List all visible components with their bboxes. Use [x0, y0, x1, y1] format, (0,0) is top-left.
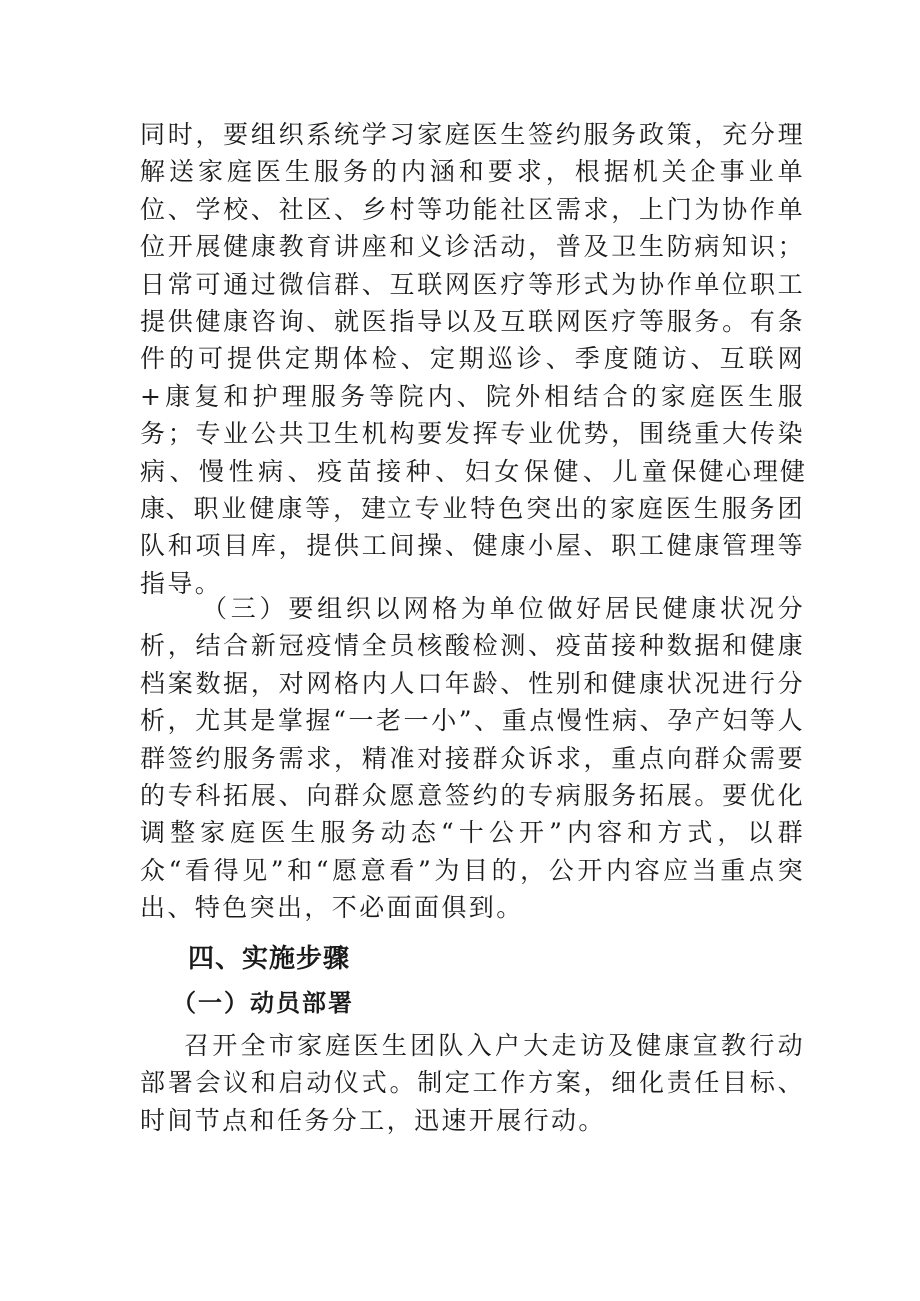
subsection-heading: （一）动员部署 [172, 988, 354, 1017]
body-paragraph-mobilization: 召开全市家庭医生团队入户大走访及健康宣教行动部署会议和启动仪式。制定工作方案，细化责任目标、时间节点和任务分工，迅速开展行动。 [140, 1031, 805, 1135]
paragraph-text: 立专业特色突出的家庭医生服务团队和项目库，提供工间操、健康小屋、职工健康管理等指导。 [140, 494, 805, 598]
emphasized-text: 保健心理健康 [140, 456, 805, 524]
body-paragraph-grid-analysis: （三）要组织以网格为单位做好居民健康状况分析，结合新冠疫情全员核酸检测、疫苗接种数据和健康档案数据，对网格内人口年龄、性别和健康状况进行分析，尤其是掌握“一老一小”、重点慢性病、孕产妇等人群签约服务需求，精准对接群众诉求，重点向群众需要的专科拓展、向群众愿意签约的专病服务拓展。要优化调整家庭医生服务动态“十公开”内容和方式，以群众“看得见”和“愿意看”为目的，公开内容应当重点突出、特色突出，不必面面俱到。 [140, 594, 805, 923]
paragraph-text: 、职业健康等， [165, 494, 362, 524]
emphasized-text: 建 [361, 494, 387, 524]
paragraph-text: 同时，要组织系统学习家庭医生签约服务政策，充分理解送家庭医生服务的内涵和要求，根据机关企事业单位、学校、社区、乡村等功能社区需求，上门为协作单位开展健康教育讲座和义诊活动，普及卫生防病知识；日常可通过微信群、互联网医疗等形式为协作单位职工提供健康咨询、就医指导以及互联网医疗等服务。有条件的可提供定期体检、定期巡诊、季度随访、互联网+康复和护理服务等院内、院外相结合的家庭医生服务；专业公共卫生机构要发挥专业优势，围绕重大传染病、慢性病、疫苗接种、妇女保健、儿童 [140, 120, 805, 486]
section-heading: 四、实施步骤 [188, 944, 351, 974]
body-paragraph [140, 116, 805, 602]
